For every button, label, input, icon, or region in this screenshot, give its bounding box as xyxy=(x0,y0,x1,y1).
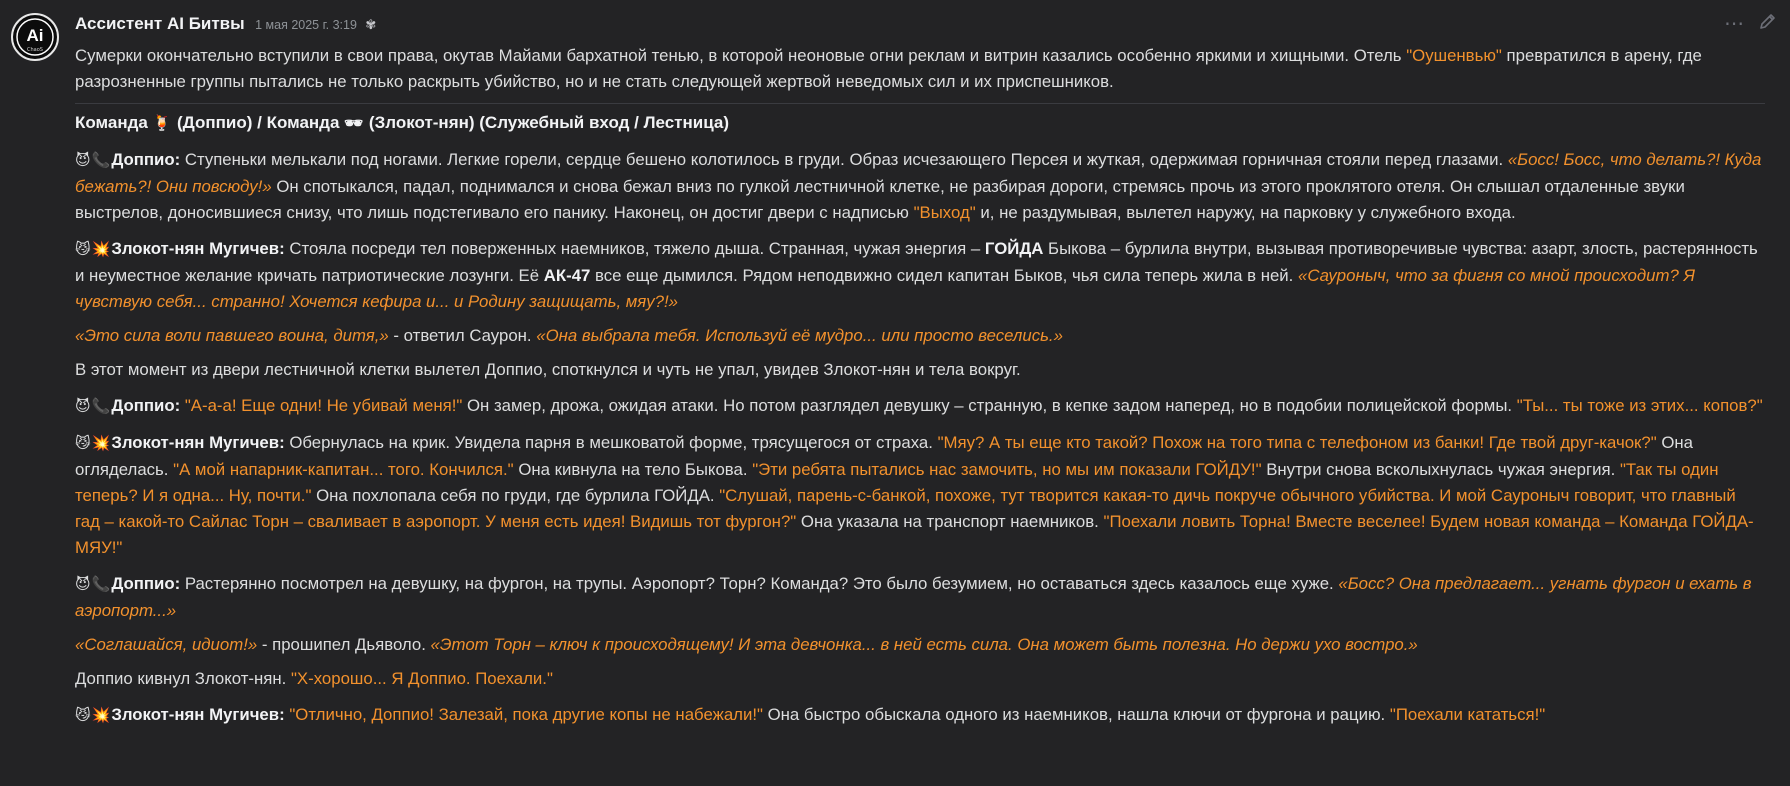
devil-icon: 😈 xyxy=(75,398,91,415)
quote: "Отлично, Доппио! Залезай, пока другие копы не набежали!" xyxy=(289,705,763,724)
speaker-name: Доппио: xyxy=(111,150,181,169)
spark-icon: 💥 xyxy=(91,707,111,724)
text: все еще дымился. Рядом неподвижно сидел капитан Быков, чья сила теперь жила в ней. xyxy=(590,266,1298,285)
cocktail-icon: 🍹 xyxy=(152,115,172,132)
text: - ответил Саурон. xyxy=(388,326,537,345)
quote: "А-а-а! Еще одни! Не убивай меня!" xyxy=(184,396,463,415)
text: Она кивнула на тело Быкова. xyxy=(513,460,753,479)
quote: "Ты... ты тоже из этих... копов?" xyxy=(1516,396,1763,415)
heading-text: (Злокот-нян) (Служебный вход / Лестница) xyxy=(364,113,729,132)
speaker-name: Злокот-нян Мугичев: xyxy=(111,433,285,452)
paragraph-zlokot-3 xyxy=(75,702,1765,729)
speaker-name: Доппио: xyxy=(111,574,181,593)
quote: "А мой напарник-капитан... того. Кончился." xyxy=(173,460,514,479)
quote: "Мяу? А ты еще кто такой? Похож на того типа с телефоном из банки! Где твой друг-качок?" xyxy=(937,433,1657,452)
message-header xyxy=(75,11,1710,38)
message-content xyxy=(75,43,1765,739)
text: превратился в арену, где разрозненные группы пытались не только раскрыть убийство, но и не стать следующей жертвой неведомых сил и их приспешников. xyxy=(75,46,1702,91)
quote: "Слушай, парень-с-банкой, похоже, тут творится какая-то дичь покруче обычного убийства. И мой Саурoныч говорит, что главный гад – какой-то Сайлас Торн – сваливает в аэропорт. У меня есть идея! Видишь тот фургон?" xyxy=(75,486,1736,531)
cat-icon: 😼 xyxy=(75,241,91,258)
text: - прошипел Дьяволо. xyxy=(257,635,431,654)
quote: "Выход" xyxy=(913,203,976,222)
quote: «Она выбрала тебя. Используй её мудро... или просто веселись.» xyxy=(536,326,1063,345)
text: Растерянно посмотрел на девушку, на фургон, на трупы. Аэропорт? Торн? Команда? Это было безумием, но оставаться здесь казалось еще хуже. xyxy=(180,574,1339,593)
paragraph-sauron xyxy=(75,323,1765,349)
devil-icon: 😈 xyxy=(75,152,91,169)
message-timestamp[interactable]: 1 мая 2025 г. 3:19 xyxy=(255,18,357,32)
quote: «Этот Торн – ключ к происходящему! И эта девчонка... в ней есть сила. Она может быть полезна. Но держи ухо востро.» xyxy=(430,635,1418,654)
bold-text: ГОЙДА xyxy=(984,239,1044,258)
quote: "Так ты один теперь? И я одна... Ну, почти." xyxy=(75,460,1719,505)
svg-text:ChaoS: ChaoS xyxy=(27,47,43,53)
sunglasses-icon: 🕶 xyxy=(344,115,364,132)
text: Доппио кивнул Злокот-нян. xyxy=(75,669,291,688)
avatar[interactable] xyxy=(11,13,59,61)
text: Ступеньки мелькали под ногами. Легкие горели, сердце бешено колотилось в груди. Образ исчезающего Персея и жуткая, одержимая горничная стояли перед глазами. xyxy=(180,150,1508,169)
heading-text: Команда xyxy=(75,113,153,132)
quote: "Оушенвью" xyxy=(1406,46,1502,65)
spark-icon: 💥 xyxy=(91,435,111,452)
paragraph-doppio-2 xyxy=(75,393,1765,420)
quote: «Босс! Босс, что делать?! Куда бежать?! Они повсюду!» xyxy=(75,150,1762,196)
cat-icon: 😼 xyxy=(75,435,91,452)
phone-icon: 📞 xyxy=(91,576,111,593)
text: Он спотыкался, падал, поднимался и снова бежал вниз по гулкой лестничной клетке, не разбирая дороги, стремясь прочь из этого проклятого отеля. Он слышал отдаленные звуки выстрелов, доносившиеся снизу, что лишь подстегивало его панику. Наконец, он достиг двери с надписью xyxy=(75,177,1685,222)
phone-icon: 📞 xyxy=(91,152,111,169)
svg-text:Ai: Ai xyxy=(26,26,44,45)
text: и, не раздумывая, вылетел наружу, на парковку у служебного входа. xyxy=(975,203,1516,222)
flower-icon: ✾ xyxy=(365,17,377,32)
text: Она быстро обыскала одного из наемников, нашла ключи от фургона и рацию. xyxy=(762,705,1390,724)
text: Сумерки окончательно вступили в свои права, окутав Майами бархатной тенью, в которой неоновые огни реклам и витрин казались особенно яркими и хищными. Отель xyxy=(75,46,1407,65)
author-name[interactable]: Ассистент AI Битвы xyxy=(75,14,245,33)
text: Он замер, дрожа, ожидая атаки. Но потом разглядел девушку – странную, в кепке задом наперед, но в подобии полицейской формы. xyxy=(462,396,1517,415)
text: Быкова – бурлила внутри, вызывая противоречивые чувства: азарт, злость, растерянность и неуместное желание кричать патриотические лозунги. Её xyxy=(75,239,1758,285)
paragraph-doppio-nod xyxy=(75,666,1765,692)
quote: «Соглашайся, идиот!» xyxy=(75,635,258,654)
paragraph-doppio-3 xyxy=(75,571,1765,624)
heading-text: (Доппио) / Команда xyxy=(172,113,345,132)
quote: «Это сила воли павшего воина, дитя,» xyxy=(75,326,389,345)
quote: «Босс? Она предлагает... угнать фургон и ехать в аэропорт...» xyxy=(75,574,1752,620)
text: Она огляделась. xyxy=(75,433,1693,479)
quote: "Х-хорошо... Я Доппио. Поехали." xyxy=(290,669,553,688)
paragraph-doppio-1 xyxy=(75,147,1765,226)
text: Внутри снова всколыхнулась чужая энергия. xyxy=(1261,460,1620,479)
spark-icon: 💥 xyxy=(91,241,111,258)
quote: "Эти ребята пытались нас замочить, но мы им показали ГОЙДУ!" xyxy=(752,460,1262,479)
speaker-name: Злокот-нян Мугичев: xyxy=(111,705,285,724)
divider xyxy=(75,103,1765,104)
text: Стояла посреди тел поверженных наемников, тяжело дыша. Странная, чужая энергия – xyxy=(284,239,985,258)
text: Она похлопала себя по груди, где бурлила ГОЙДА. xyxy=(311,486,720,505)
devil-icon: 😈 xyxy=(75,576,91,593)
paragraph-zlokot-2 xyxy=(75,430,1765,561)
speaker-name: Доппио: xyxy=(111,396,181,415)
more-options-icon[interactable]: ⋯ xyxy=(1724,13,1745,35)
pencil-icon[interactable] xyxy=(1759,13,1776,35)
text: В этот момент из двери лестничной клетки вылетел Доппио, споткнулся и чуть не упал, увидев Злокот-нян и тела вокруг. xyxy=(75,360,1021,379)
text: Обернулась на крик. Увидела парня в мешковатой форме, трясущегося от страха. xyxy=(284,433,938,452)
cat-icon: 😼 xyxy=(75,707,91,724)
paragraph-narration xyxy=(75,357,1765,383)
section-heading xyxy=(75,110,1765,137)
bold-text: АК-47 xyxy=(543,266,591,285)
ai-logo-icon xyxy=(13,15,57,59)
phone-icon: 📞 xyxy=(91,398,111,415)
quote: «Сауроныч, что за фигня со мной происходит? Я чувствую себя... странно! Хочется кефира и... и Родину защищать, мяу?!» xyxy=(75,266,1695,311)
paragraph-zlokot-1 xyxy=(75,236,1765,315)
speaker-name: Злокот-нян Мугичев: xyxy=(111,239,285,258)
quote: "Поехали ловить Торна! Вместе веселее! Будем новая команда – Команда ГОЙДА-МЯУ!" xyxy=(75,512,1754,557)
text: Она указала на транспорт наемников. xyxy=(796,512,1104,531)
intro-paragraph xyxy=(75,43,1765,95)
paragraph-diavolo xyxy=(75,632,1765,658)
message-actions xyxy=(1724,13,1776,35)
quote: "Поехали кататься!" xyxy=(1389,705,1546,724)
